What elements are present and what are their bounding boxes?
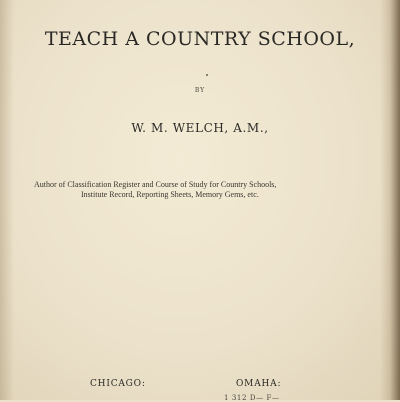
credentials-line-2: Institute Record, Reporting Sheets, Memory Gems, etc. xyxy=(81,190,259,199)
gutter-shadow xyxy=(0,0,14,400)
paper-speck xyxy=(206,74,208,76)
imprint-city-omaha: OMAHA: xyxy=(236,379,282,389)
author-credentials xyxy=(34,180,344,200)
author-name: W. M. WELCH, A.M., xyxy=(131,121,269,135)
credentials-line-1: Author of Classification Register and Course of Study for Country Schools, xyxy=(34,180,277,189)
page-edge-shadow xyxy=(380,0,400,400)
byline: BY xyxy=(194,87,206,94)
book-title: TEACH A COUNTRY SCHOOL, xyxy=(44,28,356,50)
imprint-city-chicago: CHICAGO: xyxy=(90,379,146,389)
imprint-address-omaha: 1 312 D— F— xyxy=(224,394,280,402)
